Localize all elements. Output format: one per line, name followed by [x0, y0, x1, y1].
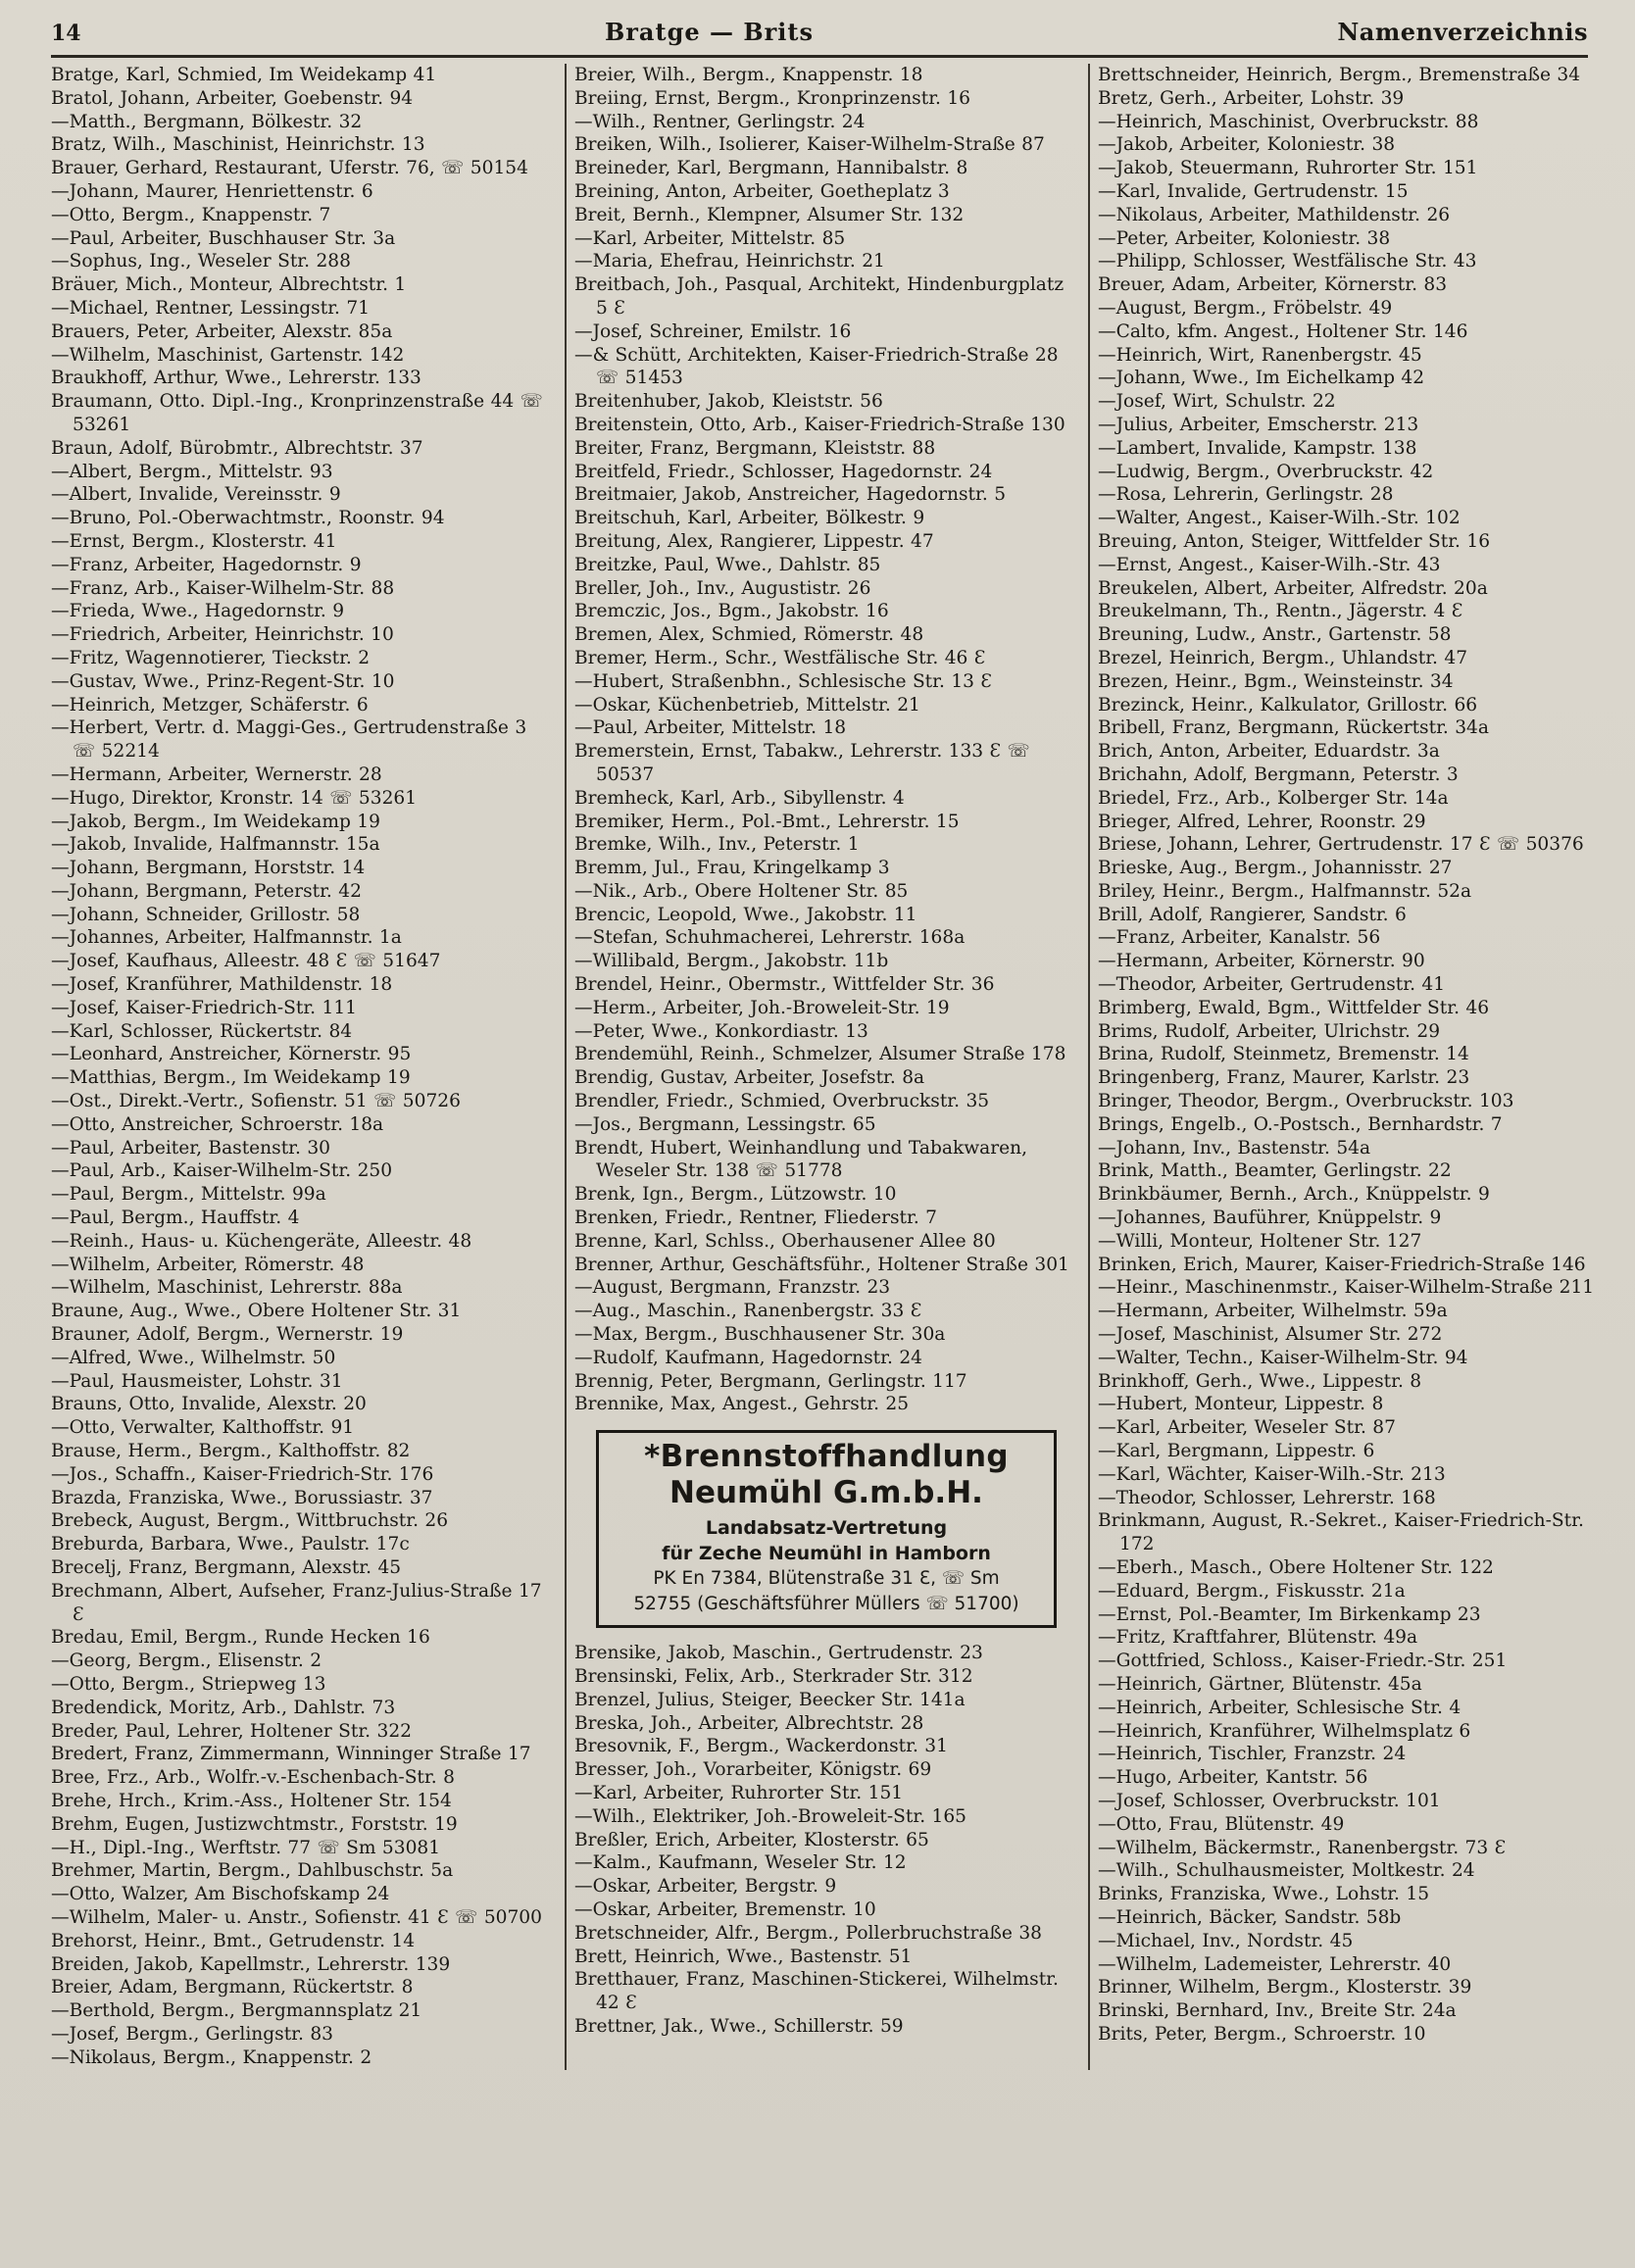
- directory-entry: —Josef, Bergm., Gerlingstr. 83: [51, 2023, 334, 2045]
- directory-entry: Brinken, Erich, Maurer, Kaiser-Friedrich-Straße 146: [1098, 1254, 1586, 1275]
- directory-entry: —Frieda, Wwe., Hagedornstr. 9: [51, 601, 345, 622]
- directory-entry: Brauner, Adolf, Bergm., Wernerstr. 19: [51, 1324, 404, 1346]
- directory-entry: Brazda, Franziska, Wwe., Borussiastr. 37: [51, 1487, 433, 1508]
- directory-entry: —Johann, Bergmann, Peterstr. 42: [51, 880, 362, 902]
- columns: [51, 64, 1595, 2070]
- section-title: Namenverzeichnis: [1337, 18, 1588, 46]
- directory-entry: —Heinrich, Arbeiter, Schlesische Str. 4: [1098, 1697, 1462, 1718]
- directory-entry: —Theodor, Schlosser, Lehrerstr. 168: [1098, 1487, 1436, 1508]
- directory-entry: —Fritz, Kraftfahrer, Blütenstr. 49a: [1098, 1627, 1418, 1649]
- advertisement-box: [596, 1430, 1057, 1628]
- directory-entry: —Paul, Hausmeister, Lohstr. 31: [51, 1370, 343, 1392]
- directory-entry: —Josef, Schlosser, Overbruckstr. 101: [1098, 1790, 1441, 1811]
- directory-entry: Brims, Rudolf, Arbeiter, Ulrichstr. 29: [1098, 1020, 1441, 1042]
- directory-entry: —Heinr., Maschinenmstr., Kaiser-Wilhelm-Straße 211: [1098, 1277, 1595, 1299]
- directory-entry: —Rosa, Lehrerin, Gerlingstr. 28: [1098, 484, 1394, 506]
- directory-entry: —Karl, Bergmann, Lippestr. 6: [1098, 1441, 1375, 1462]
- directory-entry: Bremer, Herm., Schr., Westfälische Str. 46 Ɛ: [574, 647, 986, 668]
- directory-entry: —Stefan, Schuhmacherei, Lehrerstr. 168a: [574, 927, 966, 949]
- directory-entry: —Sophus, Ing., Weseler Str. 288: [51, 251, 351, 272]
- directory-entry: —Johann, Maurer, Henriettenstr. 6: [51, 180, 373, 202]
- directory-entry: —Heinrich, Maschinist, Overbruckstr. 88: [1098, 111, 1479, 132]
- directory-entry: Bratol, Johann, Arbeiter, Goebenstr. 94: [51, 87, 414, 109]
- directory-entry: —Oskar, Arbeiter, Bergstr. 9: [574, 1876, 837, 1898]
- directory-entry: Brimberg, Ewald, Bgm., Wittfelder Str. 46: [1098, 997, 1490, 1018]
- directory-entry: Brendler, Friedr., Schmied, Overbruckstr. 35: [574, 1091, 990, 1112]
- directory-entry: —Johann, Inv., Bastenstr. 54a: [1098, 1137, 1371, 1159]
- directory-entry: —Reinh., Haus- u. Küchengeräte, Alleestr. 48: [51, 1230, 472, 1252]
- directory-entry: —Kalm., Kaufmann, Weseler Str. 12: [574, 1852, 907, 1874]
- directory-entry: Bresovnik, F., Bergm., Wackerdonstr. 31: [574, 1736, 948, 1757]
- directory-entry: —Walter, Angest., Kaiser-Wilh.-Str. 102: [1098, 508, 1461, 529]
- directory-entry: Breitschuh, Karl, Arbeiter, Bölkestr. 9: [574, 508, 925, 529]
- directory-entry: Breiden, Jakob, Kapellmstr., Lehrerstr. 139: [51, 1953, 451, 1975]
- directory-entry: —Wilh., Schulhausmeister, Moltkestr. 24: [1098, 1860, 1475, 1882]
- directory-entry: —Josef, Schreiner, Emilstr. 16: [574, 320, 852, 342]
- directory-entry: Brich, Anton, Arbeiter, Eduardstr. 3a: [1098, 741, 1440, 763]
- directory-entry: —Hugo, Arbeiter, Kantstr. 56: [1098, 1767, 1368, 1789]
- directory-entry: Breitenhuber, Jakob, Kleiststr. 56: [574, 391, 883, 413]
- directory-entry: —Hermann, Arbeiter, Wilhelmstr. 59a: [1098, 1301, 1448, 1322]
- directory-entry: —Alfred, Wwe., Wilhelmstr. 50: [51, 1347, 336, 1368]
- directory-entry: —Johann, Schneider, Grillostr. 58: [51, 904, 361, 925]
- page-header: [51, 18, 1588, 58]
- directory-entry: Breitbach, Joh., Pasqual, Architekt, Hindenburgplatz 5 Ɛ: [574, 274, 1065, 319]
- directory-entry: Brechmann, Albert, Aufseher, Franz-Julius-Straße 17 Ɛ: [51, 1580, 542, 1625]
- directory-entry: Brauer, Gerhard, Restaurant, Uferstr. 76, ☏ 50154: [51, 158, 528, 179]
- directory-entry: —Jos., Bergmann, Lessingstr. 65: [574, 1113, 876, 1135]
- directory-entry: —Heinrich, Tischler, Franzstr. 24: [1098, 1744, 1407, 1765]
- directory-entry: —August, Bergmann, Franzstr. 23: [574, 1277, 891, 1299]
- directory-entry: —& Schütt, Architekten, Kaiser-Friedrich-Straße 28 ☏ 51453: [574, 344, 1059, 389]
- directory-entry: —Walter, Techn., Kaiser-Wilhelm-Str. 94: [1098, 1347, 1468, 1368]
- directory-entry: Bremerstein, Ernst, Tabakw., Lehrerstr. 133 Ɛ ☏ 50537: [574, 741, 1030, 785]
- directory-entry: —Josef, Kaiser-Friedrich-Str. 111: [51, 997, 357, 1018]
- directory-entry: Brauns, Otto, Invalide, Alexstr. 20: [51, 1394, 367, 1415]
- directory-entry: —Berthold, Bergm., Bergmannsplatz 21: [51, 2000, 422, 2022]
- directory-entry: Bremczic, Jos., Bgm., Jakobstr. 16: [574, 601, 889, 622]
- directory-entry: —Wilhelm, Maschinist, Gartenstr. 142: [51, 344, 405, 366]
- directory-entry: —Wilhelm, Arbeiter, Römerstr. 48: [51, 1254, 365, 1275]
- directory-entry: Breburda, Barbara, Wwe., Paulstr. 17c: [51, 1534, 410, 1555]
- directory-entry: —Jakob, Arbeiter, Koloniestr. 38: [1098, 134, 1396, 156]
- directory-entry: —Otto, Frau, Blütenstr. 49: [1098, 1813, 1345, 1835]
- directory-entry: Brina, Rudolf, Steinmetz, Bremenstr. 14: [1098, 1044, 1469, 1065]
- directory-entry: —Julius, Arbeiter, Emscherstr. 213: [1098, 414, 1419, 435]
- directory-entry: —Matth., Bergmann, Bölkestr. 32: [51, 111, 363, 132]
- directory-entry: —Georg, Bergm., Elisenstr. 2: [51, 1651, 322, 1672]
- directory-entry: Brill, Adolf, Rangierer, Sandstr. 6: [1098, 904, 1407, 925]
- directory-entry: Bredert, Franz, Zimmermann, Winninger Straße 17: [51, 1744, 531, 1765]
- directory-entry: Brehm, Eugen, Justizwchtmstr., Forststr. 19: [51, 1813, 458, 1835]
- directory-entry: —Heinrich, Bäcker, Sandstr. 58b: [1098, 1906, 1402, 1928]
- directory-entry: —Ost., Direkt.-Vertr., Sofienstr. 51 ☏ 50726: [51, 1091, 461, 1112]
- directory-entry: —Nik., Arb., Obere Holtener Str. 85: [574, 880, 909, 902]
- directory-entry: —Wilh., Rentner, Gerlingstr. 24: [574, 111, 866, 132]
- directory-entry: —Otto, Bergm., Striepweg 13: [51, 1673, 326, 1695]
- column-1: [51, 64, 555, 2070]
- page-number: 14: [51, 21, 81, 46]
- directory-entry: —Johann, Wwe., Im Eichelkamp 42: [1098, 368, 1425, 389]
- directory-entry: Breller, Joh., Inv., Augustistr. 26: [574, 577, 871, 599]
- directory-entry: Breier, Wilh., Bergm., Knappenstr. 18: [574, 65, 923, 85]
- directory-entry: —Karl, Arbeiter, Mittelstr. 85: [574, 227, 846, 249]
- directory-entry: —Wilhelm, Bäckermstr., Ranenbergstr. 73 Ɛ: [1098, 1837, 1507, 1858]
- directory-entry: Breiter, Franz, Bergmann, Kleiststr. 88: [574, 437, 936, 459]
- directory-entry: Breder, Paul, Lehrer, Holtener Str. 322: [51, 1720, 412, 1742]
- directory-entry: Brinkbäumer, Bernh., Arch., Knüppelstr. 9: [1098, 1184, 1490, 1206]
- directory-entry: —Calto, kfm. Angest., Holtener Str. 146: [1098, 320, 1468, 342]
- directory-entry: Braune, Aug., Wwe., Obere Holtener Str. 31: [51, 1301, 462, 1322]
- directory-entry: Breining, Anton, Arbeiter, Goetheplatz 3: [574, 180, 950, 202]
- directory-entry: Bredau, Emil, Bergm., Runde Hecken 16: [51, 1627, 430, 1649]
- directory-entry: Brieger, Alfred, Lehrer, Roonstr. 29: [1098, 811, 1426, 832]
- directory-entry: —Philipp, Schlosser, Westfälische Str. 43: [1098, 251, 1477, 272]
- directory-entry: —Otto, Anstreicher, Schroerstr. 18a: [51, 1113, 384, 1135]
- directory-entry: —Fritz, Wagennotierer, Tieckstr. 2: [51, 647, 371, 668]
- directory-entry: Breukelmann, Th., Rentn., Jägerstr. 4 Ɛ: [1098, 601, 1463, 622]
- directory-entry: —Jos., Schaffn., Kaiser-Friedrich-Str. 176: [51, 1463, 434, 1485]
- directory-entry: Brencic, Leopold, Wwe., Jakobstr. 11: [574, 904, 917, 925]
- directory-entry: —Friedrich, Arbeiter, Heinrichstr. 10: [51, 624, 394, 646]
- directory-entry: Bremheck, Karl, Arb., Sibyllenstr. 4: [574, 787, 905, 809]
- directory-entry: —Franz, Arb., Kaiser-Wilhelm-Str. 88: [51, 577, 395, 599]
- directory-entry: —Karl, Arbeiter, Ruhrorter Str. 151: [574, 1783, 904, 1803]
- directory-entry: —Gottfried, Schloss., Kaiser-Friedr.-Str. 251: [1098, 1651, 1508, 1672]
- directory-entry: —Franz, Arbeiter, Kanalstr. 56: [1098, 927, 1381, 949]
- directory-entry: Briley, Heinr., Bergm., Halfmannstr. 52a: [1098, 880, 1472, 902]
- directory-entry: Braukhoff, Arthur, Wwe., Lehrerstr. 133: [51, 368, 421, 389]
- directory-entry: —Franz, Arbeiter, Hagedornstr. 9: [51, 554, 362, 575]
- directory-entry: Brennig, Peter, Bergmann, Gerlingstr. 117: [574, 1370, 967, 1392]
- directory-entry: Brett, Heinrich, Wwe., Bastenstr. 51: [574, 1946, 913, 1967]
- directory-entry: Brebeck, August, Bergm., Wittbruchstr. 26: [51, 1510, 449, 1532]
- directory-entry: —Peter, Wwe., Konkordiastr. 13: [574, 1020, 868, 1042]
- ad-phone: 52755 (Geschäftsführer Müllers ☏ 51700): [633, 1594, 1019, 1615]
- directory-entry: —Jakob, Bergm., Im Weidekamp 19: [51, 811, 380, 832]
- directory-entry: Brezel, Heinrich, Bergm., Uhlandstr. 47: [1098, 647, 1468, 668]
- directory-entry: Brendemühl, Reinh., Schmelzer, Alsumer Straße 178: [574, 1044, 1066, 1065]
- directory-entry: Breit, Bernh., Klempner, Alsumer Str. 132: [574, 204, 965, 225]
- ad-subtitle: Landabsatz-Vertretung: [705, 1517, 948, 1540]
- ad-address: PK En 7384, Blütenstraße 31 Ɛ, ☏ Sm: [653, 1568, 1000, 1590]
- directory-entry: —Lambert, Invalide, Kampstr. 138: [1098, 437, 1417, 459]
- directory-entry: —Herbert, Vertr. d. Maggi-Ges., Gertrudenstraße 3 ☏ 52214: [51, 717, 527, 763]
- directory-entry: —Otto, Bergm., Knappenstr. 7: [51, 204, 331, 225]
- directory-entry: —Michael, Inv., Nordstr. 45: [1098, 1930, 1354, 1951]
- directory-entry: —Nikolaus, Bergm., Knappenstr. 2: [51, 2046, 372, 2068]
- directory-entry: Brensike, Jakob, Maschin., Gertrudenstr. 23: [574, 1643, 983, 1664]
- directory-entry: Brinner, Wilhelm, Bergm., Klosterstr. 39: [1098, 1977, 1472, 1998]
- directory-entry: Bratge, Karl, Schmied, Im Weidekamp 41: [51, 65, 437, 85]
- directory-entry: —Hermann, Arbeiter, Wernerstr. 28: [51, 764, 382, 785]
- column-3: [1088, 64, 1602, 2070]
- directory-entry: Bremke, Wilh., Inv., Peterstr. 1: [574, 834, 860, 856]
- directory-entry: —Wilh., Elektriker, Joh.-Broweleit-Str. 165: [574, 1805, 967, 1827]
- directory-entry: —Eduard, Bergm., Fiskusstr. 21a: [1098, 1580, 1406, 1602]
- directory-entry: Bredendick, Moritz, Arb., Dahlstr. 73: [51, 1697, 396, 1718]
- directory-entry: Brinkhoff, Gerh., Wwe., Lippestr. 8: [1098, 1370, 1422, 1392]
- directory-entry: Brendel, Heinr., Obermstr., Wittfelder Str. 36: [574, 974, 995, 996]
- directory-entry: —Wilhelm, Lademeister, Lehrerstr. 40: [1098, 1953, 1452, 1975]
- directory-entry: —Paul, Arbeiter, Bastenstr. 30: [51, 1137, 330, 1159]
- directory-entry: —Wilhelm, Maler- u. Anstr., Sofienstr. 41 Ɛ ☏ 50700: [51, 1906, 542, 1928]
- directory-entry: Breier, Adam, Bergmann, Rückertstr. 8: [51, 1977, 414, 1998]
- directory-entry: Breiken, Wilh., Isolierer, Kaiser-Wilhelm-Straße 87: [574, 134, 1045, 156]
- directory-entry: Brink, Matth., Beamter, Gerlingstr. 22: [1098, 1160, 1452, 1182]
- directory-entry: Brinski, Bernhard, Inv., Breite Str. 24a: [1098, 2000, 1457, 2022]
- directory-entry: —Albert, Invalide, Vereinsstr. 9: [51, 484, 341, 506]
- directory-entry: Brinks, Franziska, Wwe., Lohstr. 15: [1098, 1884, 1430, 1905]
- directory-entry: —Herm., Arbeiter, Joh.-Broweleit-Str. 19: [574, 997, 950, 1018]
- directory-entry: —Heinrich, Gärtner, Blütenstr. 45a: [1098, 1673, 1422, 1695]
- directory-entry: —Wilhelm, Maschinist, Lehrerstr. 88a: [51, 1277, 403, 1299]
- column-2: [565, 64, 1078, 2070]
- directory-entry: Bree, Frz., Arb., Wolfr.-v.-Eschenbach-Str. 8: [51, 1767, 455, 1789]
- directory-entry: Brings, Engelb., O.-Postsch., Bernhardstr. 7: [1098, 1113, 1503, 1135]
- directory-entry: Breitenstein, Otto, Arb., Kaiser-Friedrich-Straße 130: [574, 414, 1065, 435]
- directory-entry: Brehe, Hrch., Krim.-Ass., Holtener Str. 154: [51, 1790, 452, 1811]
- directory-entry: —Peter, Arbeiter, Koloniestr. 38: [1098, 227, 1391, 249]
- directory-entry: —Rudolf, Kaufmann, Hagedornstr. 24: [574, 1347, 922, 1368]
- directory-entry: —Otto, Walzer, Am Bischofskamp 24: [51, 1884, 390, 1905]
- directory-entry: —Karl, Wächter, Kaiser-Wilh.-Str. 213: [1098, 1463, 1446, 1485]
- directory-entry: —Josef, Wirt, Schulstr. 22: [1098, 391, 1336, 413]
- directory-entry: Bräuer, Mich., Monteur, Albrechtstr. 1: [51, 274, 407, 296]
- directory-entry: —Michael, Rentner, Lessingstr. 71: [51, 297, 371, 319]
- directory-entry: —Eberh., Masch., Obere Holtener Str. 122: [1098, 1557, 1494, 1578]
- directory-entry: Brezen, Heinr., Bgm., Weinsteinstr. 34: [1098, 670, 1454, 692]
- directory-entry: Brecelj, Franz, Bergmann, Alexstr. 45: [51, 1557, 402, 1578]
- directory-entry: Breineder, Karl, Bergmann, Hannibalstr. 8: [574, 158, 968, 179]
- directory-entry: Briese, Johann, Lehrer, Gertrudenstr. 17 Ɛ ☏ 50376: [1098, 834, 1584, 856]
- directory-entry: Bresser, Joh., Vorarbeiter, Königstr. 69: [574, 1759, 932, 1781]
- column-2-entries-top: [574, 64, 1078, 1416]
- directory-entry: Breßler, Erich, Arbeiter, Klosterstr. 65: [574, 1829, 929, 1850]
- directory-entry: —Willi, Monteur, Holtener Str. 127: [1098, 1230, 1422, 1252]
- directory-entry: —Heinrich, Kranführer, Wilhelmsplatz 6: [1098, 1720, 1471, 1742]
- directory-entry: —Matthias, Bergm., Im Weidekamp 19: [51, 1067, 411, 1089]
- directory-entry: —Willibald, Bergm., Jakobstr. 11b: [574, 951, 889, 972]
- directory-entry: Bremiker, Herm., Pol.-Bmt., Lehrerstr. 15: [574, 811, 960, 832]
- directory-entry: Brenk, Ign., Bergm., Lützowstr. 10: [574, 1184, 897, 1206]
- directory-entry: Bretschneider, Alfr., Bergm., Pollerbruchstraße 38: [574, 1922, 1042, 1944]
- ad-subtitle-2: für Zeche Neumühl in Hamborn: [662, 1543, 991, 1565]
- directory-entry: —Gustav, Wwe., Prinz-Regent-Str. 10: [51, 670, 395, 692]
- directory-entry: —Jakob, Steuermann, Ruhrorter Str. 151: [1098, 158, 1478, 179]
- directory-entry: —Hubert, Monteur, Lippestr. 8: [1098, 1394, 1384, 1415]
- directory-entry: Brensinski, Felix, Arb., Sterkrader Str. 312: [574, 1666, 973, 1688]
- directory-entry: Breitfeld, Friedr., Schlosser, Hagedornstr. 24: [574, 461, 993, 482]
- directory-entry: Brendig, Gustav, Arbeiter, Josefstr. 8a: [574, 1067, 925, 1089]
- directory-entry: Brits, Peter, Bergm., Schroerstr. 10: [1098, 2023, 1426, 2045]
- directory-entry: Breitung, Alex, Rangierer, Lippestr. 47: [574, 530, 934, 552]
- directory-entry: —Johannes, Arbeiter, Halfmannstr. 1a: [51, 927, 402, 949]
- directory-entry: —Maria, Ehefrau, Heinrichstr. 21: [574, 251, 885, 272]
- directory-entry: —Paul, Arb., Kaiser-Wilhelm-Str. 250: [51, 1160, 393, 1182]
- directory-entry: Bribell, Franz, Bergmann, Rückertstr. 34a: [1098, 717, 1489, 739]
- directory-entry: —Paul, Bergm., Hauffstr. 4: [51, 1208, 300, 1229]
- directory-entry: —Karl, Invalide, Gertrudenstr. 15: [1098, 180, 1409, 202]
- directory-entry: Braumann, Otto. Dipl.-Ing., Kronprinzenstraße 44 ☏ 53261: [51, 391, 543, 435]
- directory-entry: —Johannes, Bauführer, Knüppelstr. 9: [1098, 1208, 1442, 1229]
- directory-entry: Breska, Joh., Arbeiter, Albrechtstr. 28: [574, 1712, 924, 1734]
- directory-entry: —Jakob, Invalide, Halfmannstr. 15a: [51, 834, 380, 856]
- directory-entry: —Otto, Verwalter, Kalthoffstr. 91: [51, 1417, 355, 1439]
- directory-entry: —Karl, Schlosser, Rückertstr. 84: [51, 1020, 353, 1042]
- directory-entry: —Paul, Arbeiter, Buschhauser Str. 3a: [51, 227, 396, 249]
- ad-company-name: Neumühl G.m.b.H.: [669, 1475, 983, 1511]
- directory-entry: Bremm, Jul., Frau, Kringelkamp 3: [574, 858, 890, 879]
- directory-entry: —Heinrich, Wirt, Ranenbergstr. 45: [1098, 344, 1422, 366]
- directory-entry: —Oskar, Küchenbetrieb, Mittelstr. 21: [574, 694, 920, 715]
- directory-entry: —Theodor, Arbeiter, Gertrudenstr. 41: [1098, 974, 1446, 996]
- directory-entry: Brennike, Max, Angest., Gehrstr. 25: [574, 1394, 910, 1415]
- directory-entry: —Bruno, Pol.-Oberwachtmstr., Roonstr. 94: [51, 508, 445, 529]
- directory-entry: Bringer, Theodor, Bergm., Overbruckstr. 103: [1098, 1091, 1514, 1112]
- directory-entry: —Josef, Kranführer, Mathildenstr. 18: [51, 974, 393, 996]
- directory-entry: Brieske, Aug., Bergm., Johannisstr. 27: [1098, 858, 1453, 879]
- directory-entry: Breiing, Ernst, Bergm., Kronprinzenstr. 16: [574, 87, 971, 109]
- directory-entry: Brenner, Arthur, Geschäftsführ., Holtener Straße 301: [574, 1254, 1069, 1275]
- directory-entry: —August, Bergm., Fröbelstr. 49: [1098, 297, 1393, 319]
- page-title: Bratge — Brits: [605, 18, 814, 46]
- directory-entry: —Josef, Kaufhaus, Alleestr. 48 Ɛ ☏ 51647: [51, 951, 441, 972]
- ad-company-line: *Brennstoffhandlung: [644, 1439, 1009, 1475]
- directory-entry: —Oskar, Arbeiter, Bremenstr. 10: [574, 1898, 876, 1920]
- directory-entry: Brenne, Karl, Schlss., Oberhausener Allee 80: [574, 1230, 996, 1252]
- directory-entry: —Johann, Bergmann, Horststr. 14: [51, 858, 366, 879]
- directory-entry: —Nikolaus, Arbeiter, Mathildenstr. 26: [1098, 204, 1451, 225]
- directory-entry: Bratz, Wilh., Maschinist, Heinrichstr. 13: [51, 134, 425, 156]
- directory-entry: Bretthauer, Franz, Maschinen-Stickerei, Wilhelmstr. 42 Ɛ: [574, 1969, 1059, 2014]
- directory-entry: Brendt, Hubert, Weinhandlung und Tabakwaren, Weseler Str. 138 ☏ 51778: [574, 1137, 1028, 1182]
- directory-entry: Brezinck, Heinr., Kalkulator, Grillostr. 66: [1098, 694, 1478, 715]
- directory-entry: Bremen, Alex, Schmied, Römerstr. 48: [574, 624, 924, 646]
- directory-entry: Breitzke, Paul, Wwe., Dahlstr. 85: [574, 554, 881, 575]
- directory-entry: Breitmaier, Jakob, Anstreicher, Hagedornstr. 5: [574, 484, 1007, 506]
- directory-entry: —Hubert, Straßenbhn., Schlesische Str. 13 Ɛ: [574, 670, 992, 692]
- directory-entry: Brehmer, Martin, Bergm., Dahlbuschstr. 5a: [51, 1860, 454, 1882]
- directory-entry: Brauers, Peter, Arbeiter, Alexstr. 85a: [51, 320, 393, 342]
- directory-entry: Braun, Adolf, Bürobmtr., Albrechtstr. 37: [51, 437, 423, 459]
- directory-entry: Briedel, Frz., Arb., Kolberger Str. 14a: [1098, 787, 1449, 809]
- directory-entry: Brenzel, Julius, Steiger, Beecker Str. 141a: [574, 1689, 966, 1710]
- directory-entry: —Karl, Arbeiter, Weseler Str. 87: [1098, 1417, 1396, 1439]
- directory-entry: —Albert, Bergm., Mittelstr. 93: [51, 461, 333, 482]
- directory-entry: Breukelen, Albert, Arbeiter, Alfredstr. 20a: [1098, 577, 1488, 599]
- directory-entry: —Paul, Arbeiter, Mittelstr. 18: [574, 717, 847, 739]
- directory-entry: Breuing, Anton, Steiger, Wittfelder Str. 16: [1098, 530, 1491, 552]
- directory-entry: —Ernst, Bergm., Klosterstr. 41: [51, 530, 337, 552]
- directory-entry: —Ernst, Angest., Kaiser-Wilh.-Str. 43: [1098, 554, 1441, 575]
- directory-entry: —Josef, Maschinist, Alsumer Str. 272: [1098, 1324, 1443, 1346]
- directory-entry: —Hermann, Arbeiter, Körnerstr. 90: [1098, 951, 1425, 972]
- directory-entry: Brettner, Jak., Wwe., Schillerstr. 59: [574, 2015, 904, 2037]
- directory-entry: Brettschneider, Heinrich, Bergm., Bremenstraße 34: [1098, 65, 1581, 85]
- directory-entry: —Aug., Maschin., Ranenbergstr. 33 Ɛ: [574, 1301, 922, 1322]
- directory-entry: —H., Dipl.-Ing., Werftstr. 77 ☏ Sm 53081: [51, 1837, 441, 1858]
- directory-entry: —Paul, Bergm., Mittelstr. 99a: [51, 1184, 326, 1206]
- directory-entry: Breuning, Ludw., Anstr., Gartenstr. 58: [1098, 624, 1452, 646]
- directory-entry: —Ernst, Pol.-Beamter, Im Birkenkamp 23: [1098, 1603, 1481, 1625]
- directory-entry: —Max, Bergm., Buschhausener Str. 30a: [574, 1324, 946, 1346]
- directory-entry: Brichahn, Adolf, Bergmann, Peterstr. 3: [1098, 764, 1459, 785]
- directory-entry: —Hugo, Direktor, Kronstr. 14 ☏ 53261: [51, 787, 418, 809]
- directory-entry: Brenken, Friedr., Rentner, Fliederstr. 7: [574, 1208, 938, 1229]
- directory-entry: —Leonhard, Anstreicher, Körnerstr. 95: [51, 1044, 412, 1065]
- column-2-entries-bottom: [574, 1642, 1078, 2039]
- directory-entry: —Heinrich, Metzger, Schäferstr. 6: [51, 694, 369, 715]
- directory-entry: Brehorst, Heinr., Bmt., Getrudenstr. 14: [51, 1930, 416, 1951]
- directory-entry: —Ludwig, Bergm., Overbruckstr. 42: [1098, 461, 1434, 482]
- directory-entry: Brinkmann, August, R.-Sekret., Kaiser-Friedrich-Str. 172: [1098, 1510, 1584, 1555]
- directory-entry: Brause, Herm., Bergm., Kalthoffstr. 82: [51, 1441, 411, 1462]
- directory-entry: Bretz, Gerh., Arbeiter, Lohstr. 39: [1098, 87, 1405, 109]
- directory-entry: Bringenberg, Franz, Maurer, Karlstr. 23: [1098, 1067, 1470, 1089]
- directory-entry: Breuer, Adam, Arbeiter, Körnerstr. 83: [1098, 274, 1448, 296]
